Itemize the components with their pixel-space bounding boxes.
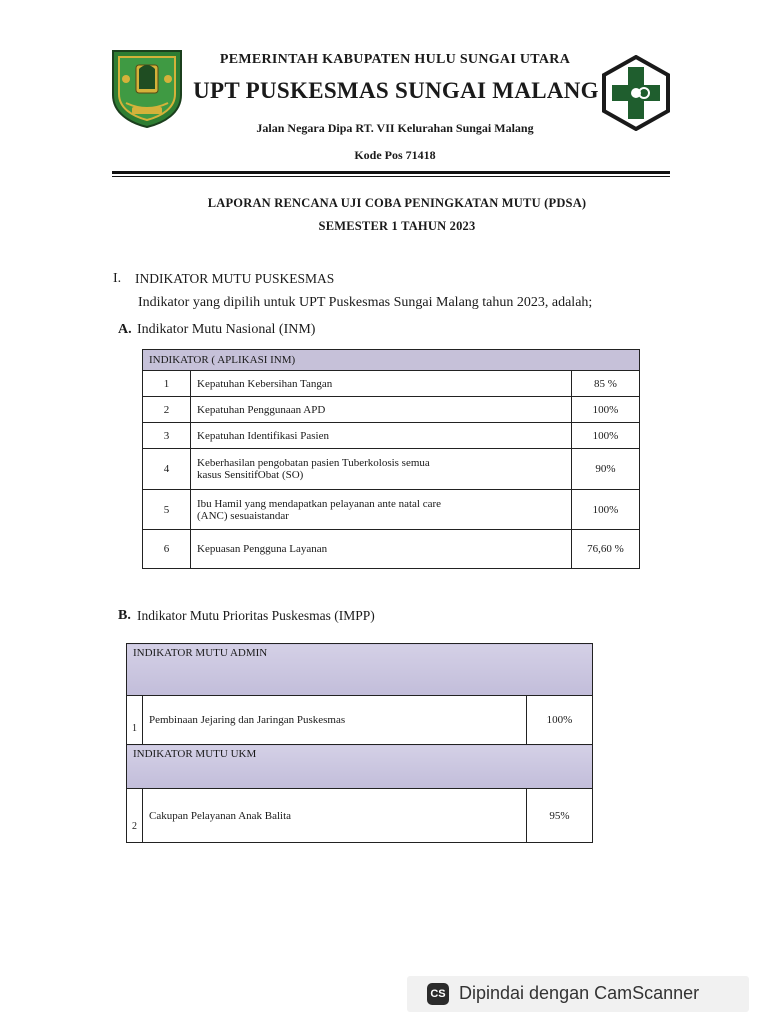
- row-number: 6: [143, 530, 191, 569]
- inm-table: [142, 349, 640, 569]
- row-indicator-line: (ANC) sesuaistandar: [197, 509, 289, 522]
- row-indicator-line: Keberhasilan pengobatan pasien Tuberkolosis semua: [197, 457, 430, 469]
- table-row: [143, 530, 640, 569]
- row-indicator: Kepatuhan Identifikasi Pasien: [191, 423, 572, 449]
- row-indicator: [191, 490, 572, 530]
- table-row: [143, 423, 640, 449]
- report-subtitle: SEMESTER 1 TAHUN 2023: [318, 219, 476, 233]
- letterhead-rule: [112, 171, 670, 174]
- row-value: 100%: [572, 490, 640, 530]
- row-indicator: Pembinaan Jejaring dan Jaringan Puskesmas: [143, 696, 527, 745]
- organization-name: UPT PUSKESMAS SUNGAI MALANG: [193, 78, 599, 103]
- row-value: 100%: [527, 696, 593, 745]
- table-row: [127, 696, 593, 745]
- group-header: INDIKATOR MUTU UKM: [127, 745, 593, 789]
- row-value: 100%: [572, 397, 640, 423]
- row-value: 95%: [527, 789, 593, 843]
- row-value: 76,60 %: [572, 530, 640, 569]
- row-indicator: Kepuasan Pengguna Layanan: [191, 530, 572, 569]
- row-number: 1: [127, 696, 143, 745]
- row-value: 90%: [572, 449, 640, 490]
- table-row: [143, 490, 640, 530]
- section-intro: Indikator yang dipilih untuk UPT Puskesmas Sungai Malang tahun 2023, adalah;: [138, 295, 593, 310]
- row-number: 1: [143, 371, 191, 397]
- address-line: Jalan Negara Dipa RT. VII Kelurahan Sungai Malang: [256, 121, 534, 135]
- group-header: INDIKATOR MUTU ADMIN: [127, 644, 593, 696]
- row-indicator: [191, 449, 572, 490]
- row-number: 3: [143, 423, 191, 449]
- subsection-b-letter: B.: [118, 608, 131, 623]
- row-indicator: Kepatuhan Penggunaan APD: [191, 397, 572, 423]
- camscanner-logo-icon: CS: [427, 983, 449, 1005]
- row-indicator-line: Ibu Hamil yang mendapatkan pelayanan ante natal care: [197, 497, 442, 510]
- table-row: [143, 371, 640, 397]
- letterhead-rule-thin: [112, 176, 670, 177]
- subsection-a-letter: A.: [118, 322, 132, 337]
- regency-emblem-icon: [108, 47, 186, 129]
- subsection-b-title: Indikator Mutu Prioritas Puskesmas (IMPP): [137, 608, 375, 623]
- row-number: 2: [127, 789, 143, 843]
- section-number: I.: [113, 271, 122, 286]
- section-title: INDIKATOR MUTU PUSKESMAS: [135, 271, 335, 286]
- impp-table: [126, 643, 593, 843]
- camscanner-badge: [407, 976, 749, 1012]
- row-number: 2: [143, 397, 191, 423]
- report-title: LAPORAN RENCANA UJI COBA PENINGKATAN MUTU (PDSA): [207, 196, 587, 210]
- row-indicator: Cakupan Pelayanan Anak Balita: [143, 789, 527, 843]
- row-indicator-line: kasus SensitifObat (SO): [197, 469, 304, 481]
- subsection-a-title: Indikator Mutu Nasional (INM): [137, 322, 316, 337]
- row-number: 4: [143, 449, 191, 490]
- table-header: INDIKATOR ( APLIKASI INM): [143, 350, 640, 371]
- row-value: 85 %: [572, 371, 640, 397]
- group-header-row: [127, 644, 593, 696]
- row-value: 100%: [572, 423, 640, 449]
- group-header-row: [127, 745, 593, 789]
- government-name: PEMERINTAH KABUPATEN HULU SUNGAI UTARA: [219, 52, 571, 67]
- row-indicator: Kepatuhan Kebersihan Tangan: [191, 371, 572, 397]
- puskesmas-cross-icon: [600, 55, 672, 131]
- table-row: [143, 397, 640, 423]
- postal-code: Kode Pos 71418: [354, 148, 436, 162]
- table-row: [143, 449, 640, 490]
- row-number: 5: [143, 490, 191, 530]
- camscanner-text: Dipindai dengan CamScanner: [459, 983, 700, 1003]
- table-row: [127, 789, 593, 843]
